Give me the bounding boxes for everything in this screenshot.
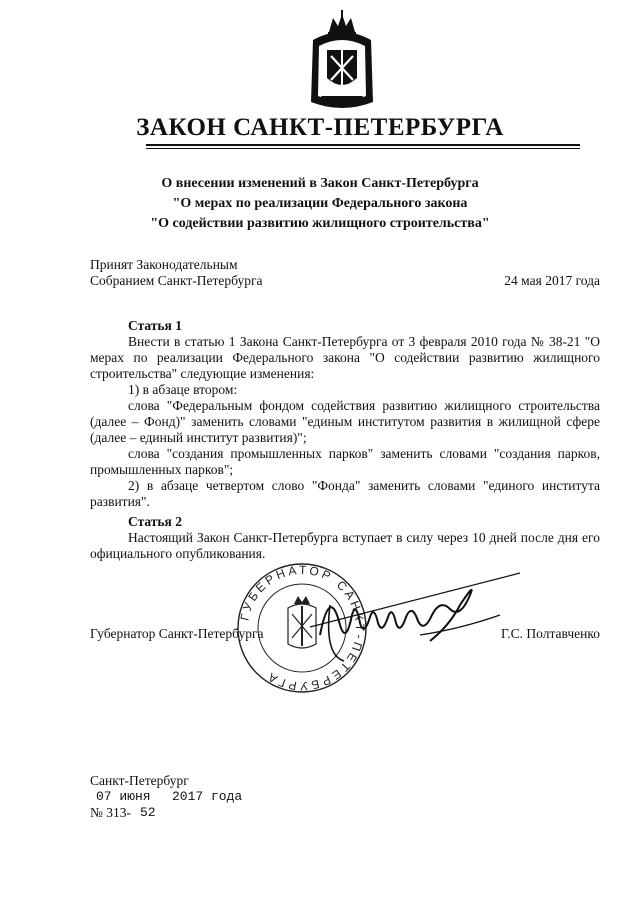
adoption-line-2: Собранием Санкт-Петербурга [90,273,263,288]
document-title: ЗАКОН САНКТ-ПЕТЕРБУРГА [136,114,504,141]
footer-day-month: 07 июня [96,789,151,804]
footer-city: Санкт-Петербург [90,773,189,788]
seal-ring-text: ГУБЕРНАТОР САНКТ-ПЕТЕРБУРГА [237,562,368,694]
article-1-item-2: 2) в абзаце четвертом слово "Фонда" заменить словами "единого института развития". [90,478,600,509]
signature-name: Г.С. Полтавченко [500,626,600,641]
title-rule-thick [146,144,580,146]
article-2-heading: Статья 2 [128,514,182,529]
governor-signature [300,565,525,665]
title-rule-thin [146,148,580,149]
article-1-intro: Внести в статью 1 Закона Санкт-Петербурга от 3 февраля 2010 года № 38-21 "О мерах по реализации Федерального закона "О содействии развитию жилищного строительства" следующие изменения: [90,334,600,381]
article-1-item-1-text-a: слова "Федеральным фондом содействия развитию жилищного строительства (далее – Фонд)" заменить словами "единым институтом развития в жилищной сфере (далее – единый институт развития)"; [90,398,600,445]
subtitle-line-2: "О мерах по реализации Федерального закона [172,196,468,211]
footer-year: 2017 года [172,789,243,804]
article-1-item-1-label: 1) в абзаце втором: [128,382,238,397]
signature-position: Губернатор Санкт-Петербурга [90,626,264,641]
article-1-item-1-text-b: слова "создания промышленных парков" заменить словами "создания парков, промышленных парков"; [90,446,600,477]
adoption-date: 24 мая 2017 года [504,273,600,288]
article-1-heading: Статья 1 [128,318,182,333]
subtitle-line-3: "О содействии развитию жилищного строительства" [150,216,490,231]
adoption-line-1: Принят Законодательным [90,257,238,272]
subtitle-line-1: О внесении изменений в Закон Санкт-Петербурга [161,176,479,191]
footer-number-prefix: № 313- [90,805,132,820]
coat-of-arms-emblem [307,10,377,112]
footer-number: 52 [140,805,156,820]
article-2-text: Настоящий Закон Санкт-Петербурга вступает в силу через 10 дней после дня его официального опубликования. [90,530,600,561]
